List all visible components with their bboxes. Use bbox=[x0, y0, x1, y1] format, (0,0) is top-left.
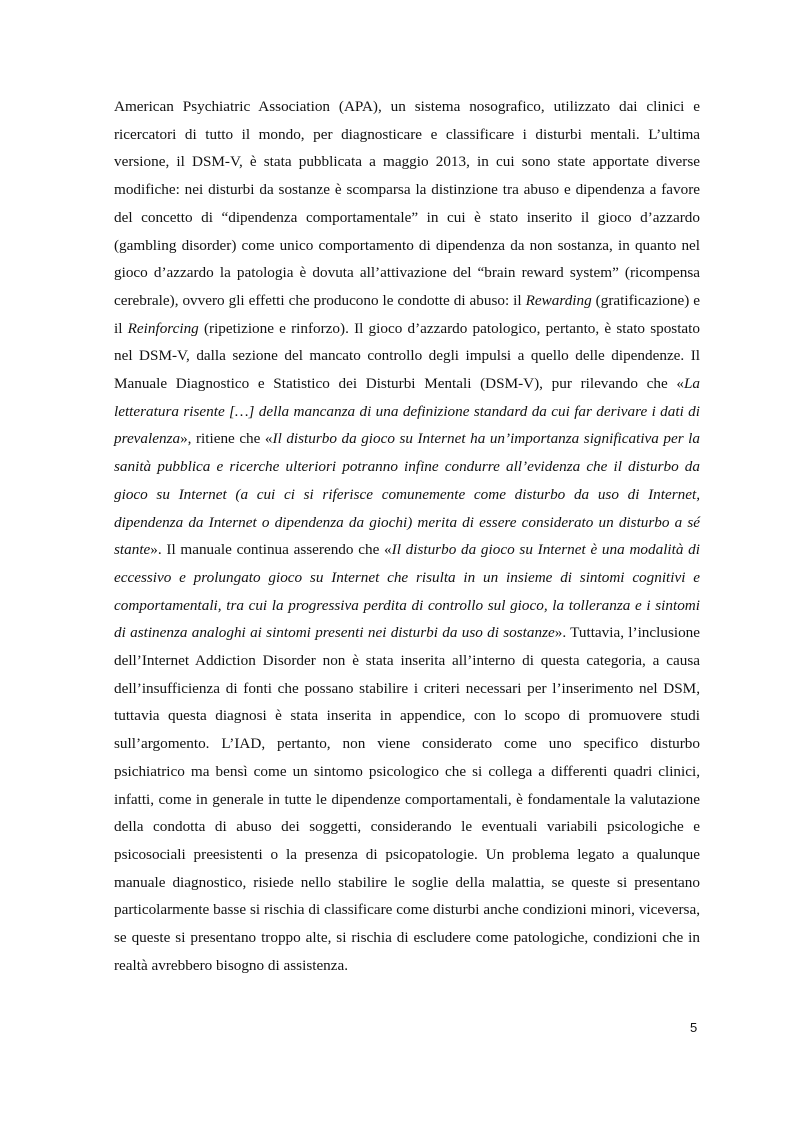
term-rewarding: Rewarding bbox=[525, 291, 592, 309]
text-segment-6: ». Tuttavia, l’inclusione dell’Internet Addiction Disorder non è stata inserita all’interno di questa categoria, a causa dell’insufficienza di fonti che possano stabilire i criteri necessari per l’inserimento nel DSM, tuttavia questa diagnosi è stata inserita in appendice, con lo scopo di promuovere studi sull’argomento. L’IAD, pertanto, non viene considerato come uno specifico disturbo psichiatrico ma bensì come un sintomo psicologico che si collega a differenti quadri clinici, infatti, come in generale in tutte le dipendenze comportamentali, è fondamentale la valutazione della condotta di abuso dei soggetti, considerando le eventuali variabili psicologiche e psicosociali preesistenti o la presenza di psicopatologie. Un problema legato a qualunque manuale diagnostico, risiede nello stabilire le soglie della malattia, se queste si presentano particolarmente basse si rischia di classificare come disturbi anche condizioni minori, viceversa, se queste si presentano troppo alte, si rischia di escludere come patologiche, condizioni che in realtà avrebbero bisogno di assistenza. bbox=[114, 624, 701, 974]
page-number: 5 bbox=[690, 1020, 698, 1035]
quote-internet-gaming-definition: Il disturbo da gioco su Internet è una modalità di eccessivo e prolungato gioco su Internet che risulta in un insieme di sintomi cognitivi e comportamentali, tra cui la progressiva perdita di controllo sul gioco, la tolleranza e i sintomi di astinenza analoghi ai sintomi presenti nei disturbi da uso di sostanze bbox=[114, 541, 700, 642]
text-segment-4: », ritiene che « bbox=[180, 430, 273, 448]
text-segment-5: ». Il manuale continua asserendo che « bbox=[150, 541, 392, 559]
body-paragraph bbox=[114, 93, 700, 980]
text-segment-1: American Psychiatric Association (APA), un sistema nosografico, utilizzato dai clinici e ricercatori di tutto il mondo, per diagnosticare e classificare i disturbi mentali. L’ultima versione, il DSM-V, è stata pubblicata a maggio 2013, in cui sono state apportate diverse modifiche: nei disturbi da sostanze è scomparsa la distinzione tra abuso e dipendenza a favore del concetto di “dipendenza comportamentale” in cui è stato inserito il gioco d’azzardo (gambling disorder) come unico comportamento di dipendenza da non sostanza, in quanto nel gioco d’azzardo la patologia è dovuta all’attivazione del “brain reward system” (ricompensa cerebrale), ovvero gli effetti che producono le condotte di abuso: il bbox=[114, 98, 700, 309]
term-reinforcing: Reinforcing bbox=[127, 319, 199, 337]
text-segment-2: (gratificazione) e il bbox=[114, 291, 700, 337]
text-segment-3: (ripetizione e rinforzo). Il gioco d’azzardo patologico, pertanto, è stato spostato nel DSM-V, dalla sezione del mancato controllo degli impulsi a quello delle dipendenze. Il Manuale Diagnostico e Statistico dei Disturbi Mentali (DSM-V), pur rilevando che « bbox=[114, 319, 700, 393]
quote-internet-gaming-importance: Il disturbo da gioco su Internet ha un’importanza significativa per la sanità pubblica e ricerche ulteriori potranno infine condurre all’evidenza che il disturbo da gioco su Internet (a cui ci si riferisce comunemente come disturbo da uso di Internet, dipendenza da Internet o dipendenza da giochi) merita di essere considerato un disturbo a sé stante bbox=[114, 430, 700, 559]
quote-literature: La letteratura risente […] della mancanza di una definizione standard da cui far derivare i dati di prevalenza bbox=[114, 375, 700, 448]
